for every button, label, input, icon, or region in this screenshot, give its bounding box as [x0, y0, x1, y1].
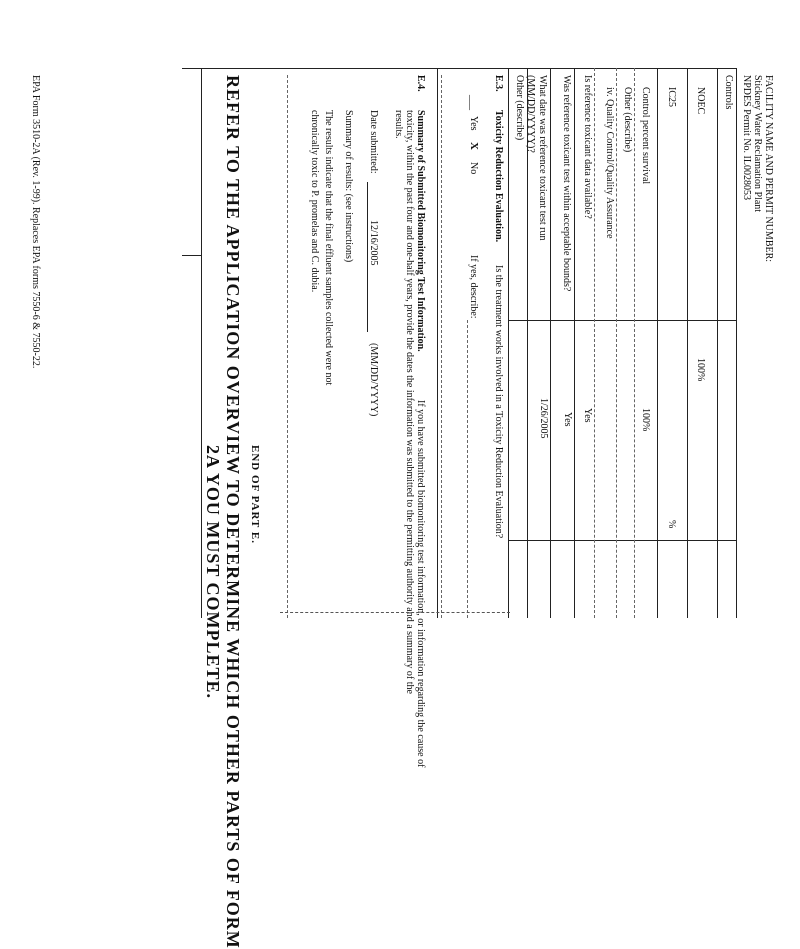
e3-blank-yes: ___ [468, 95, 479, 110]
e3-separator [441, 75, 442, 618]
table-rule [657, 68, 658, 618]
table-bottom-rule [508, 68, 509, 618]
row-value-ref-bounds: Yes [562, 412, 573, 427]
footer-divider [182, 255, 202, 256]
e4-result-line-1: The results indicate that the final effluent samples collected were not [323, 110, 334, 386]
row-value-control-survival: 100% [640, 408, 651, 432]
row-label-other-2: Other (describe) [514, 75, 525, 141]
table-column-divider-right [509, 540, 737, 541]
e3-number: E.3. [493, 75, 504, 92]
table-rule [527, 68, 528, 618]
table-dashed-rule [634, 68, 635, 618]
e4-number: E.4. [415, 75, 426, 92]
table-rule [550, 68, 551, 618]
e3-if-yes-label: If yes, describe: [468, 255, 479, 319]
row-value-noec: 100% [695, 358, 706, 382]
row-label-noec: NOEC [695, 87, 706, 115]
row-label-ref-available: Is reference toxicant data available? [582, 75, 593, 219]
permit-number: NPDES Permit No. IL0028053 [741, 75, 752, 200]
e3-yes-label: Yes [468, 116, 479, 131]
facility-name: Stickney Water Reclamation Plant [752, 75, 763, 213]
refer-instruction-1: REFER TO THE APPLICATION OVERVIEW TO DETERMINE WHICH OTHER PARTS OF FORM [223, 75, 243, 949]
e3-question: Is the treatment works involved in a Toxicity Reduction Evaluation? [493, 265, 504, 539]
e3-check-mark: X [468, 142, 480, 150]
e3-describe-line [467, 320, 468, 618]
right-edge-dashed-rule [280, 612, 510, 613]
e3-bottom-rule [437, 68, 438, 618]
table-caption: Controls [723, 75, 734, 110]
e4-intro-1: If you have submitted biomonitoring test information, or information regarding the cause of [415, 400, 426, 768]
table-dashed-rule [616, 68, 617, 618]
facility-heading: FACILITY NAME AND PERMIT NUMBER: [763, 75, 774, 263]
row-unit-ic25: % [666, 520, 677, 529]
footer-rule [201, 68, 202, 618]
row-label-qaqc: iv. Quality Control/Quality Assurance [604, 87, 615, 239]
row-value-ref-date: 1/26/2005 [538, 398, 549, 439]
refer-instruction-2: 2A YOU MUST COMPLETE. [203, 445, 223, 700]
e4-intro-2: toxicity, within the past four and one-half years, provide the dates the information was submitted to the permitting authority and a summary of the [404, 110, 415, 694]
row-value-ref-available: Yes [582, 408, 593, 423]
table-rule [717, 68, 718, 618]
e4-intro-3: results. [393, 110, 404, 139]
e3-title: Toxicity Reduction Evaluation. [493, 110, 504, 243]
row-label-ref-date: What date was reference toxicant test run (MM/DD/YYYY)? [525, 75, 548, 241]
e4-title: Summary of Submitted Biomonitoring Test Information. [415, 110, 426, 352]
row-label-control-survival: Control percent survival [640, 87, 651, 185]
epa-form-number: EPA Form 3510-2A (Rev. 1-99). Replaces EPA forms 7550-6 & 7550-22. [30, 75, 41, 369]
table-rule [574, 68, 575, 618]
table-rule [687, 68, 688, 618]
row-label-ref-bounds: Was reference toxicant test within acceptable bounds? [561, 75, 572, 292]
row-label-other: Other (describe) [622, 87, 633, 153]
e3-no-label: No [468, 162, 479, 175]
table-top-rule [736, 68, 737, 618]
e4-date-format: (MM/DD/YYYY) [368, 343, 379, 417]
e4-result-line-2: chronically toxic to P. promelas and C. dubia. [309, 110, 320, 293]
e4-summary-label: Summary of results: (see instructions) [343, 110, 354, 263]
table-dashed-rule [594, 68, 595, 618]
e4-date-label: Date submitted: [368, 110, 379, 174]
e4-separator [287, 75, 288, 618]
end-of-part: END OF PART E. [249, 445, 261, 544]
table-column-divider [509, 320, 737, 321]
e4-date-value: 12/16/2005 [368, 220, 379, 266]
row-label-ic25: IC25 [666, 87, 677, 107]
form-left-border [182, 68, 737, 69]
